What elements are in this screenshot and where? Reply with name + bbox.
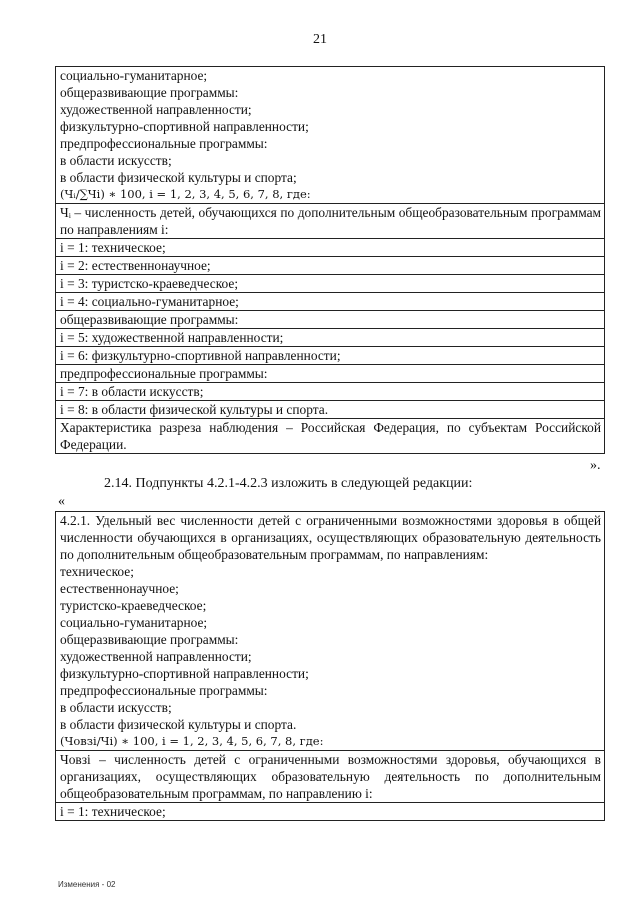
table-row: в области искусств; xyxy=(60,700,172,715)
table-row: предпрофессиональные программы: xyxy=(60,683,268,698)
table-row: предпрофессиональные программы: xyxy=(56,364,604,382)
table-row: i = 1: техническое; xyxy=(56,802,604,820)
table-row: i = 5: художественной направленности; xyxy=(56,328,604,346)
opening-quote: « xyxy=(58,494,65,509)
characteristic-row: Характеристика разреза наблюдения – Российская Федерация, по субъектам Российской Федерации. xyxy=(56,418,604,453)
page-number: 21 xyxy=(313,32,327,47)
table-row: социально-гуманитарное; xyxy=(60,68,208,83)
table-row: i = 1: техническое; xyxy=(56,238,604,256)
table-row: в области физической культуры и спорта. xyxy=(60,717,297,732)
table-row: физкультурно-спортивной направленности; xyxy=(60,666,309,681)
table-row: физкультурно-спортивной направленности; xyxy=(60,119,309,134)
table-row: общеразвивающие программы: xyxy=(60,632,239,647)
table-row: общеразвивающие программы: xyxy=(56,310,604,328)
table-row: i = 3: туристско-краеведческое; xyxy=(56,274,604,292)
table-row: техническое; xyxy=(60,564,134,579)
definition-row: Чᵢ – численность детей, обучающихся по дополнительным общеобразовательным программам по направлениям i: xyxy=(56,203,604,238)
table-row: в области физической культуры и спорта; xyxy=(60,170,297,185)
definition-row: Човзi – численность детей с ограниченными возможностями здоровья, обучающихся в организациях, осуществляющих образовательную деятельность по дополнительным общеобразовательным программам, по направлению i: xyxy=(56,750,604,802)
formula-row: (Чᵢ/∑Чi) ∗ 100, i = 1, 2, 3, 4, 5, 6, 7, 8, где: xyxy=(60,187,311,201)
formula-row: (Човзi/Чi) ∗ 100, i = 1, 2, 3, 4, 5, 6, 7, 8, где: xyxy=(60,734,324,748)
table-row: художественной направленности; xyxy=(60,649,252,664)
indicator-table-1 xyxy=(55,66,605,454)
table-row: i = 2: естественнонаучное; xyxy=(56,256,604,274)
table-row: естественнонаучное; xyxy=(60,581,179,596)
closing-quote: ». xyxy=(590,458,601,473)
table-row: i = 7: в области искусств; xyxy=(56,382,604,400)
table-row: общеразвивающие программы: xyxy=(60,85,239,100)
amendment-paragraph: 2.14. Подпункты 4.2.1-4.2.3 изложить в следующей редакции: xyxy=(104,476,473,491)
table-row: i = 8: в области физической культуры и спорта. xyxy=(56,400,604,418)
indicator-title-row: 4.2.1. Удельный вес численности детей с ограниченными возможностями здоровья в общей численности обучающихся в организациях, осуществляющих образовательную деятельность по дополнительным общеобразовательным программам, по направлениям: xyxy=(60,513,601,562)
table-row: социально-гуманитарное; xyxy=(60,615,208,630)
table-row: художественной направленности; xyxy=(60,102,252,117)
table-row: i = 4: социально-гуманитарное; xyxy=(56,292,604,310)
table-row: предпрофессиональные программы: xyxy=(60,136,268,151)
table-row: в области искусств; xyxy=(60,153,172,168)
footer-note: Изменения - 02 xyxy=(58,880,116,889)
table-row: туристско-краеведческое; xyxy=(60,598,207,613)
table-row: i = 6: физкультурно-спортивной направленности; xyxy=(56,346,604,364)
indicator-table-2 xyxy=(55,511,605,821)
